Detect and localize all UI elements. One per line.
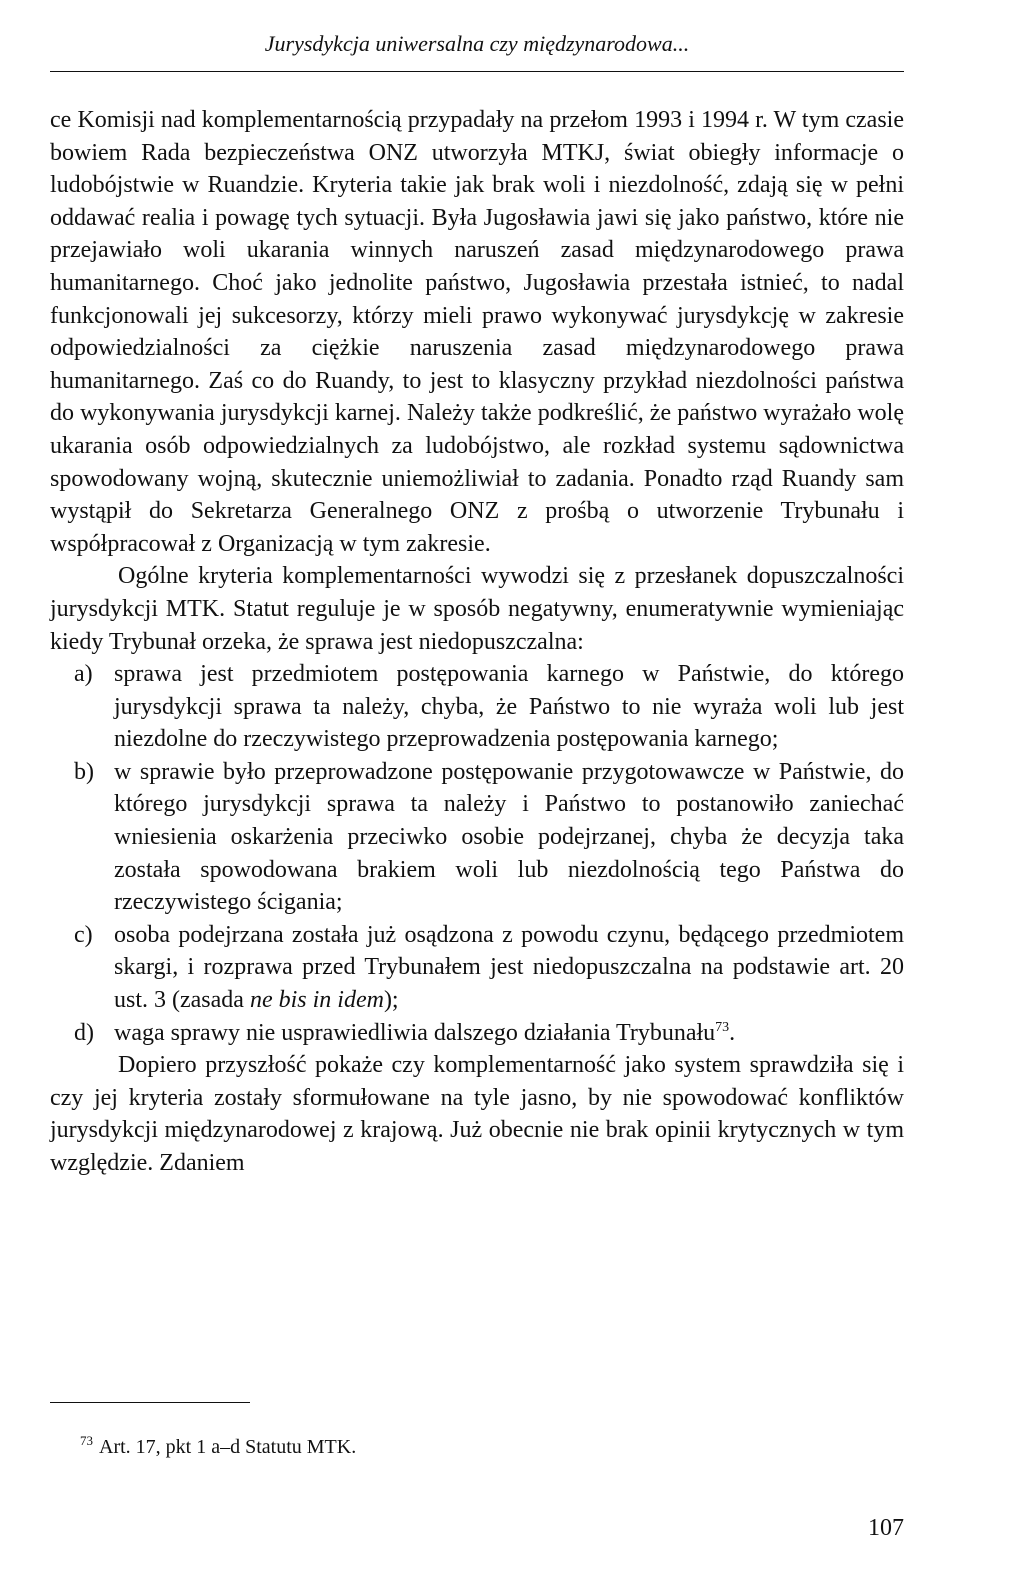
list-marker: a) xyxy=(74,661,93,688)
latin-maxim: ne bis in idem xyxy=(249,987,384,1014)
paragraph-3: Dopiero przyszłość pokaże czy komplementarność jako system sprawdziła się i czy jej kryteria zostały sformułowane na tyle jasno, by nie spowodować konfliktów jurysdykcji międzynarodowej z krajową. Już obecnie nie brak opinii krytycznych w tym względzie. Zdaniem xyxy=(50,1052,904,1176)
paragraph-2: Ogólne kryteria komplementarności wywodzi się z przesłanek dopuszczalności jurysdykcji MTK. Statut reguluje je w sposób negatywny, enumeratywnie wymieniając kiedy Trybunał orzeka, że sprawa jest niedopuszczalna: xyxy=(50,563,904,655)
list-item-text xyxy=(114,919,904,1017)
list-item-text-after: . xyxy=(729,1019,736,1046)
footnote-number: 73 xyxy=(80,1433,93,1449)
list-item-text-main: waga sprawy nie usprawiedliwia dalszego działania Trybunału xyxy=(114,1019,716,1046)
book-page xyxy=(50,0,904,1581)
criteria-list xyxy=(50,658,904,1049)
page-number: 107 xyxy=(868,1515,904,1541)
footnote-text: Art. 17, pkt 1 a–d Statutu MTK. xyxy=(99,1436,357,1458)
list-item-text: w sprawie było przeprowadzone postępowanie przygotowawcze w Państwie, do którego jurysdykcji sprawa ta należy i Państwo to postanowiło zaniechać wniesienia oskarżenia przeciwko osobie podejrzanej, chyba że decyzja taka została spowodowana brakiem woli lub niezdolnością tego Państwa do rzeczywistego ścigania; xyxy=(114,758,904,916)
list-marker: d) xyxy=(74,1019,94,1046)
list-item-text-before: osoba podejrzana została już osądzona z powodu czynu, będącego przedmiotem skargi, i rozprawa przed Trybunałem jest niedopuszczalna na podstawie art. 20 ust. 3 (zasada xyxy=(114,921,904,1014)
list-item-b xyxy=(50,756,904,919)
running-head: Jurysdykcja uniwersalna czy międzynarodowa... xyxy=(264,31,690,56)
list-item-text xyxy=(114,1017,904,1050)
paragraph-1: ce Komisji nad komplementarnością przypadały na przełom 1993 i 1994 r. W tym czasie bowiem Rada bezpieczeństwa ONZ utworzyła MTKJ, świat obiegły informacje o ludobójstwie w Ruandzie. Kryteria takie jak brak woli i niezdolność, zdają się w pełni oddawać realia i powagę tych sytuacji. Była Jugosławia jawi się jako państwo, które nie przejawiało woli ukarania winnych naruszeń zasad międzynarodowego prawa humanitarnego. Choć jako jednolite państwo, Jugosławia przestała istnieć, to nadal funkcjonowali jej sukcesorzy, którzy mieli prawo wykonywać jurysdykcję w zakresie odpowiedzialności za ciężkie naruszenia zasad międzynarodowego prawa humanitarnego. Zaś co do Ruandy, to jest to klasyczny przykład niezdolności państwa do wykonywania jurysdykcji karnej. Należy także podkreślić, że państwo wyrażało wolę ukarania osób odpowiedzialnych za ludobójstwo, ale rozkład systemu sądownictwa spowodowany wojną, skutecznie uniemożliwiał to zadania. Ponadto rząd Ruandy sam wystąpił do Sekretarza Generalnego ONZ z prośbą o utworzenie Trybunału i współpracował z Organizacją w tym zakresie. xyxy=(50,107,904,557)
list-item-d xyxy=(50,1017,904,1050)
list-item-a xyxy=(50,658,904,756)
footnote xyxy=(80,1434,356,1460)
list-marker: b) xyxy=(74,758,94,785)
list-item-c xyxy=(50,919,904,1017)
list-item-text: sprawa jest przedmiotem postępowania karnego w Państwie, do którego jurysdykcji sprawa ta należy, chyba, że Państwo to nie wyraża woli lub jest niezdolne do rzeczywistego przeprowadzenia postępowania karnego; xyxy=(114,661,904,753)
body-text xyxy=(50,104,904,1180)
list-marker: c) xyxy=(74,921,93,948)
list-item-text-after: ); xyxy=(383,987,399,1014)
footnote-reference[interactable]: 73 xyxy=(715,1019,730,1035)
header-rule xyxy=(50,71,904,72)
footnote-rule xyxy=(50,1402,250,1403)
